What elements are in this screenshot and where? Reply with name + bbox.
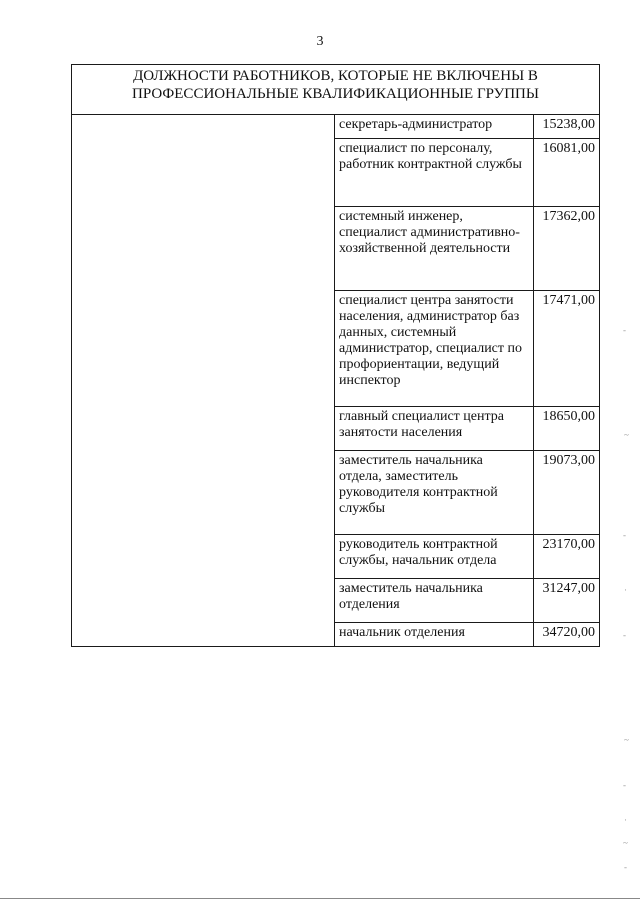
positions-table xyxy=(71,64,600,647)
position-cell: руководитель контрактной службы, начальник отдела xyxy=(335,535,534,579)
position-cell: специалист центра занятости населения, администратор баз данных, системный администратор, специалист по профориентации, ведущий инспектор xyxy=(335,291,534,407)
scan-mark: · xyxy=(624,585,627,595)
scan-mark: - xyxy=(623,780,626,790)
position-cell: специалист по персоналу, работник контрактной службы xyxy=(335,139,534,207)
table-header-row xyxy=(72,65,600,115)
table-row xyxy=(72,115,600,139)
scan-mark: · xyxy=(624,815,627,825)
scan-mark: ~ xyxy=(624,430,629,440)
position-cell: начальник отделения xyxy=(335,623,534,647)
salary-cell: 17362,00 xyxy=(534,207,600,291)
scan-mark: - xyxy=(623,630,626,640)
scan-mark: - xyxy=(623,325,626,335)
salary-cell: 23170,00 xyxy=(534,535,600,579)
scan-mark: ~ xyxy=(624,735,629,745)
scan-mark: - xyxy=(623,530,626,540)
salary-cell: 16081,00 xyxy=(534,139,600,207)
salary-cell: 18650,00 xyxy=(534,407,600,451)
position-cell: заместитель начальника отдела, заместитель руководителя контрактной службы xyxy=(335,451,534,535)
salary-cell: 31247,00 xyxy=(534,579,600,623)
salary-cell: 19073,00 xyxy=(534,451,600,535)
scan-edge-line xyxy=(0,898,640,899)
scan-mark: ~ xyxy=(623,838,628,848)
table-header: ДОЛЖНОСТИ РАБОТНИКОВ, КОТОРЫЕ НЕ ВКЛЮЧЕНЫ В ПРОФЕССИОНАЛЬНЫЕ КВАЛИФИКАЦИОННЫЕ ГРУППЫ xyxy=(72,65,600,115)
position-cell: заместитель начальника отделения xyxy=(335,579,534,623)
page-number: 3 xyxy=(316,34,324,49)
position-cell: главный специалист центра занятости населения xyxy=(335,407,534,451)
position-cell: секретарь-администратор xyxy=(335,115,534,139)
position-cell: системный инженер, специалист административно-хозяйственной деятельности xyxy=(335,207,534,291)
salary-cell: 17471,00 xyxy=(534,291,600,407)
empty-merged-cell xyxy=(72,115,335,647)
salary-cell: 15238,00 xyxy=(534,115,600,139)
salary-cell: 34720,00 xyxy=(534,623,600,647)
scan-mark: - xyxy=(624,862,627,872)
